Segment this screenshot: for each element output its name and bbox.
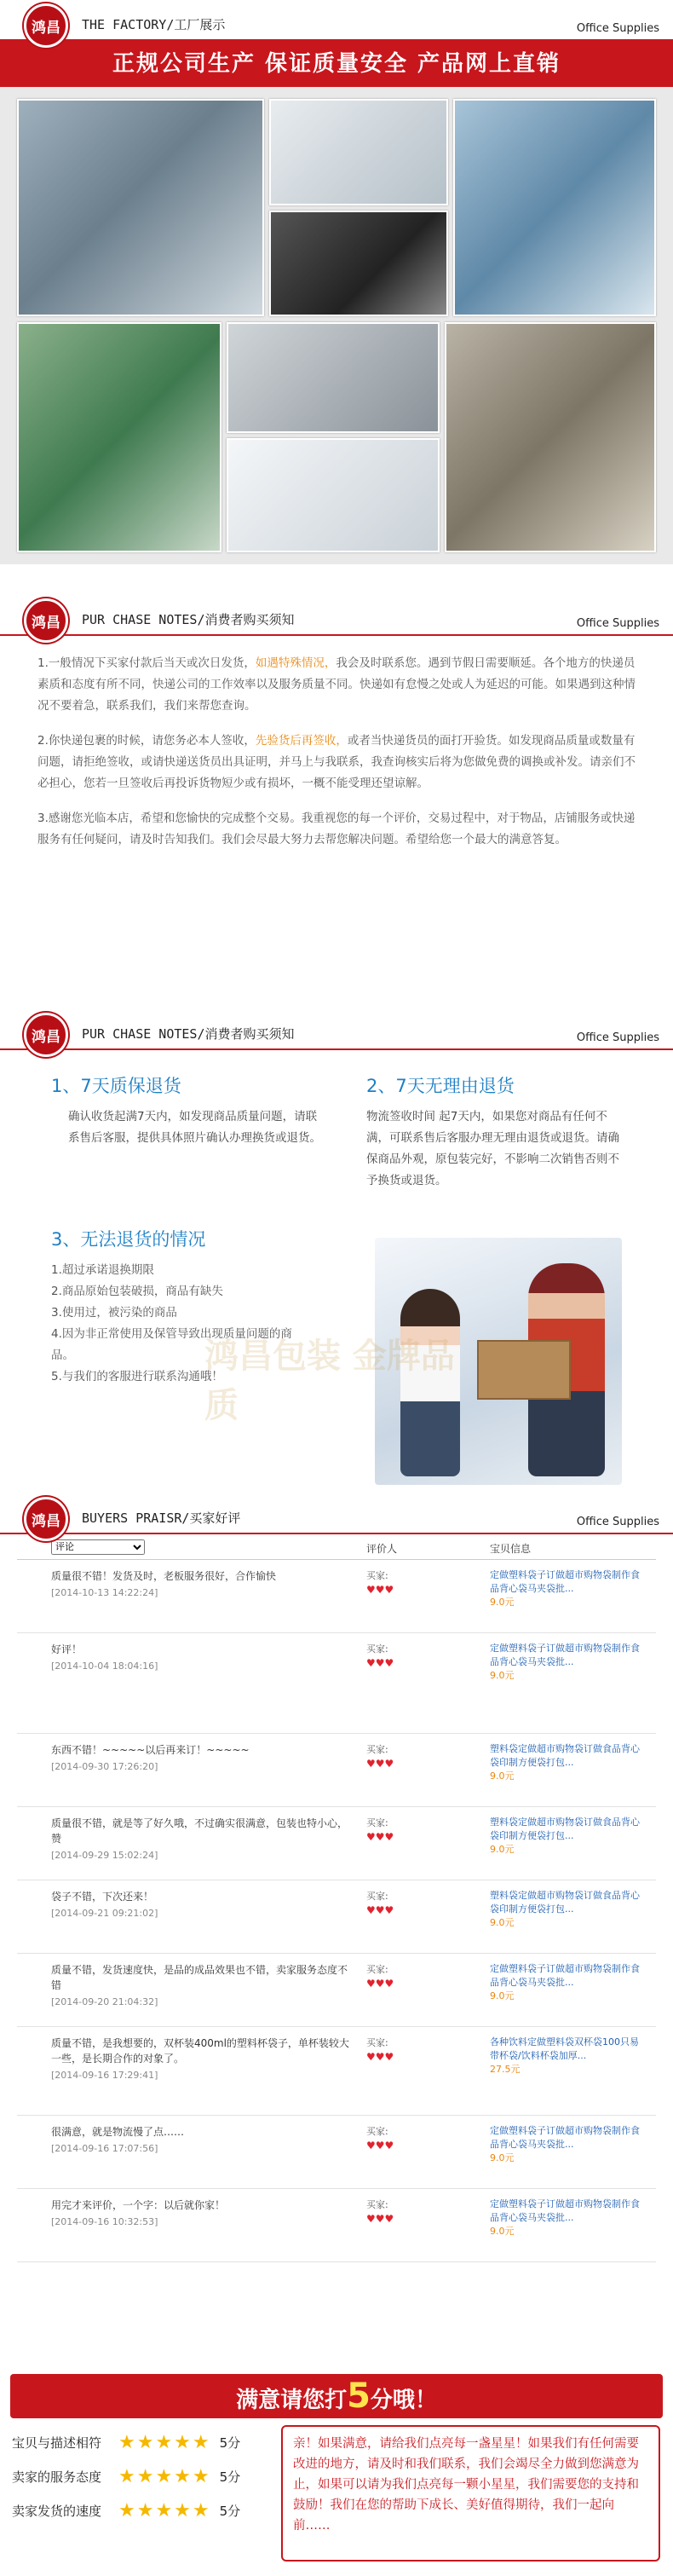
review-comment: 袋子不错，下次还来！ (51, 1891, 154, 1903)
policy-list (51, 1260, 307, 1388)
review-buyer: 买家: (366, 1744, 388, 1755)
star-icons: ★★★★★ (118, 2465, 211, 2487)
section-subtitle: Office Supplies (576, 1031, 659, 1044)
rating-row: 卖家发货的速度 ★★★★★ 5分 (12, 2499, 241, 2521)
review-comment: 很满意，就是物流慢了点…… (51, 2126, 185, 2138)
review-buyer: 买家: (366, 2126, 388, 2137)
return-policy (0, 1050, 673, 1493)
policy-text: 物流签收时间 起7天内，如果您对商品有任何不满，可联系售后客服办理无理由退货或退货。请确保商品外观，原包装完好，不影响二次销售否则不予换货或退货。 (366, 1110, 619, 1187)
brand-logo: 鸿昌 (24, 1013, 68, 1057)
factory-banner: 正规公司生产 保证质量安全 产品网上直销 (0, 41, 673, 87)
section-title: BUYERS PRAISR/买家好评 (82, 1510, 241, 1526)
review-product-link[interactable]: 塑料袋定做超市购物袋订做食品背心袋印制方便袋打包... 9.0元 (490, 1890, 640, 1928)
review-buyer: 买家: (366, 1964, 388, 1975)
review-date: [2014-09-16 10:32:53] (51, 2216, 158, 2227)
factory-photo (269, 211, 448, 316)
factory-photo (227, 438, 440, 552)
rating-row: 卖家的服务态度 ★★★★★ 5分 (12, 2465, 241, 2487)
review-product-link[interactable]: 定做塑料袋子订做超市购物袋制作食品背心袋马夹袋批... 9.0元 (490, 1643, 640, 1681)
section-subtitle: Office Supplies (576, 1516, 659, 1528)
review-product-link[interactable]: 定做塑料袋子订做超市购物袋制作食品背心袋马夹袋批... 9.0元 (490, 1963, 640, 2001)
reviews-list (0, 1534, 673, 2374)
policy-item: 2.商品原始包装破损，商品有缺失 (51, 1285, 223, 1298)
review-date: [2014-09-30 17:26:20] (51, 1761, 158, 1772)
review-comment: 质量很不错，就是等了好久哦，不过确实很满意，包装也特小心，赞 (51, 1817, 348, 1845)
review-row (17, 1807, 656, 1880)
policy-item: 4.因为非正常使用及保管导致出现质量问题的商品。 (51, 1327, 292, 1362)
review-buyer: 买家: (366, 1643, 388, 1655)
review-comment: 质量很不错！发货及时，老板服务很好，合作愉快 (51, 1570, 277, 1582)
rating-banner: 满意请您打5分哦！ (10, 2374, 663, 2418)
review-row (17, 1954, 656, 2027)
buyer-rank-icon: ♥♥♥ (366, 1758, 394, 1770)
review-row (17, 1560, 656, 1633)
review-comment: 好评！ (51, 1643, 83, 1655)
review-product-link[interactable]: 塑料袋定做超市购物袋订做食品背心袋印制方便袋打包... 9.0元 (490, 1816, 640, 1855)
purchase-notes (0, 636, 673, 1009)
review-row (17, 2116, 656, 2189)
factory-photo (17, 99, 264, 316)
policy-title: 1、7天质保退货 (51, 1076, 181, 1096)
review-buyer: 买家: (366, 2199, 388, 2210)
review-date: [2014-09-20 21:04:32] (51, 1996, 158, 2007)
review-buyer: 买家: (366, 1570, 388, 1581)
review-product-link[interactable]: 各种饮料定做塑料袋双杯袋100只易带杯袋/饮料杯袋加厚... 27.5元 (490, 2036, 639, 2075)
review-comment: 质量不错，是我想要的，双杯装400ml的塑料杯袋子，单杯装较大一些，是长期合作的对象了。 (51, 2037, 349, 2065)
section-title: PUR CHASE NOTES/消费者购买须知 (82, 1026, 295, 1042)
review-comment: 东西不错！~~~~~以后再来订！~~~~~ (51, 1744, 250, 1756)
policy-item: 1.超过承诺退换期限 (51, 1263, 154, 1277)
review-date: [2014-09-16 17:29:41] (51, 2070, 158, 2081)
buyer-rank-icon: ♥♥♥ (366, 1978, 394, 1990)
factory-photo (269, 99, 448, 205)
buyer-rank-icon: ♥♥♥ (366, 2051, 394, 2063)
notes-header (0, 595, 673, 636)
buyer-rank-icon: ♥♥♥ (366, 2213, 394, 2225)
review-date: [2014-09-29 15:02:24] (51, 1850, 158, 1861)
review-buyer: 买家: (366, 1891, 388, 1902)
buyer-rank-icon: ♥♥♥ (366, 1584, 394, 1596)
review-filter-select[interactable] (51, 1539, 145, 1555)
star-icons: ★★★★★ (118, 2431, 211, 2453)
review-comment: 质量不错，发货速度快，是品的成品效果也不错，卖家服务态度不错 (51, 1964, 348, 1991)
product-column-label: 宝贝信息 (490, 1543, 532, 1555)
factory-photo (445, 322, 656, 552)
section-title: THE FACTORY/工厂展示 (82, 17, 226, 32)
review-product-link[interactable]: 定做塑料袋子订做超市购物袋制作食品背心袋马夹袋批... 9.0元 (490, 1569, 640, 1608)
note-paragraph: 2.你快递包裹的时候，请您务必本人签收，先验货后再签收，或者当快递货员的面打开验货。如发现商品质量或数量有问题，请拒绝签收，或请快递送货员出具证明，并马上与我联系，我查询核实后将为您做免费的调换或补发。请亲们不必担心，您若一旦签收后再投诉货物短少或有损坏，一概不能受理还望谅解。 (37, 734, 636, 790)
reviews-column-header (17, 1534, 656, 1560)
policy-item: 3.使用过，被污染的商品 (51, 1306, 177, 1320)
review-row (17, 1633, 656, 1734)
brand-logo: 鸿昌 (24, 3, 68, 48)
section-title: PUR CHASE NOTES/消费者购买须知 (82, 612, 295, 627)
buyer-column-label: 评价人 (366, 1543, 398, 1555)
factory-gallery (0, 87, 673, 564)
review-buyer: 买家: (366, 1817, 388, 1828)
buyer-rank-icon: ♥♥♥ (366, 1657, 394, 1669)
delivery-illustration (375, 1238, 622, 1485)
factory-photo (453, 99, 656, 316)
review-date: [2014-09-16 17:07:56] (51, 2143, 158, 2154)
reviews-header (0, 1493, 673, 1534)
policy-header (0, 1009, 673, 1050)
watermark-text: 鸿昌包装 金牌品质 (204, 1337, 455, 1425)
review-row (17, 2189, 656, 2262)
buyer-rank-icon: ♥♥♥ (366, 2140, 394, 2151)
review-comment: 用完才来评价，一个字：以后就你家！ (51, 2199, 226, 2211)
review-product-link[interactable]: 塑料袋定做超市购物袋订做食品背心袋印制方便袋打包... 9.0元 (490, 1743, 640, 1782)
review-date: [2014-10-13 14:22:24] (51, 1587, 158, 1598)
section-subtitle: Office Supplies (576, 617, 659, 630)
note-paragraph: 3.感谢您光临本店，希望和您愉快的完成整个交易。我重视您的每一个评价，交易过程中，对于物品，店铺服务或快递服务有任何疑问，请及时告知我们。我们会尽最大努力去帮您解决问题。希望给您一个最大的满意答复。 (37, 811, 636, 846)
brand-logo: 鸿昌 (24, 1497, 68, 1541)
policy-text: 确认收货起满7天内，如发现商品质量问题，请联系售后客服，提供具体照片确认办理换货或退货。 (68, 1110, 321, 1145)
factory-header (0, 0, 673, 41)
buyer-rank-icon: ♥♥♥ (366, 1831, 394, 1843)
note-paragraph: 1.一般情况下买家付款后当天或次日发货，如遇特殊情况，我会及时联系您。遇到节假日需要顺延。各个地方的快递员素质和态度有所不同，快递公司的工作效率以及服务质量不同。快递如有怠慢之处或人为延迟的可能。如果遇到这种情况不要着急，联系我们，我们来帮您查询。 (37, 656, 636, 713)
review-row (17, 1734, 656, 1807)
review-product-link[interactable]: 定做塑料袋子订做超市购物袋制作食品背心袋马夹袋批... 9.0元 (490, 2198, 640, 2237)
brand-logo: 鸿昌 (24, 598, 68, 643)
buyer-rank-icon: ♥♥♥ (366, 1904, 394, 1916)
section-subtitle: Office Supplies (576, 22, 659, 35)
rating-section (0, 2418, 673, 2576)
thanks-message: 亲！如果满意，请给我们点亮每一盏星星！如果我们有任何需要改进的地方，请及时和我们联系，我们会竭尽全力做到您满意为止，如果可以请为我们点亮每一颗小星星，我们需要您的支持和鼓励！我们在您的帮助下成长、美好值得期待，我们一起向前…… (281, 2425, 660, 2562)
rating-row: 宝贝与描述相符 ★★★★★ 5分 (12, 2431, 241, 2453)
review-product-link[interactable]: 定做塑料袋子订做超市购物袋制作食品背心袋马夹袋批... 9.0元 (490, 2125, 640, 2163)
review-date: [2014-10-04 18:04:16] (51, 1661, 158, 1672)
review-date: [2014-09-21 09:21:02] (51, 1908, 158, 1919)
factory-photo (17, 322, 221, 552)
star-icons: ★★★★★ (118, 2499, 211, 2521)
factory-photo (227, 322, 440, 433)
policy-title: 2、7天无理由退货 (366, 1076, 515, 1096)
review-buyer: 买家: (366, 2037, 388, 2048)
review-row (17, 2027, 656, 2116)
review-row (17, 1880, 656, 1954)
policy-title: 3、无法退货的情况 (51, 1229, 206, 1250)
policy-item: 5.与我们的客服进行联系沟通哦！ (51, 1370, 223, 1383)
